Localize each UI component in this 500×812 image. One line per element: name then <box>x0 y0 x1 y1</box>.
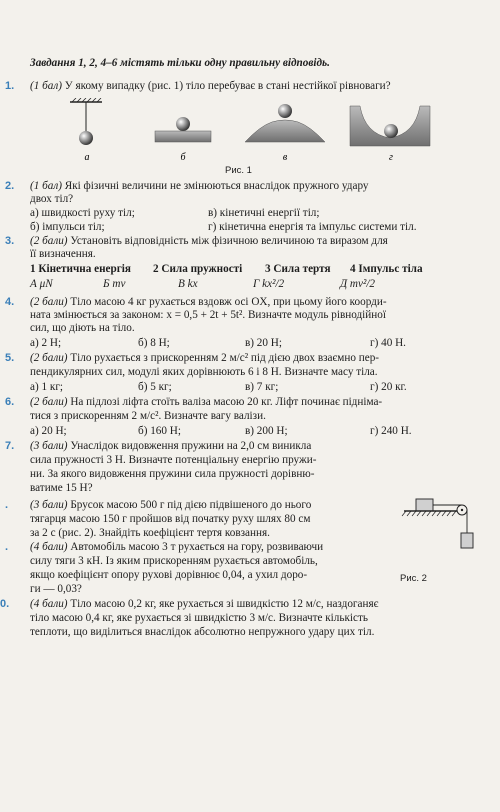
q3-item-1: 1 Кінетична енергія <box>30 263 131 275</box>
q5-answer-b: б) 5 кг; <box>138 381 172 393</box>
q8-line2: тягарця масою 150 г пройшов від початку руху шлях 80 см <box>30 513 311 525</box>
q3-line1: (2 бали) Установіть відповідність між фізичною величиною та виразом для <box>30 235 388 247</box>
q9-line2: силу тяги 3 кН. Із яким прискоренням рухається автомобіль, <box>30 555 318 567</box>
q3-option-B: Б mv <box>103 278 126 290</box>
figure-2-caption: Рис. 2 <box>400 573 427 584</box>
q2-option-g: г) кінетична енергія та імпульс системи тіл. <box>208 221 417 233</box>
q3-option-A: А μN <box>30 278 53 290</box>
q8-line1: (3 бали) Брусок масою 500 г під дією підвішеного до нього <box>30 499 312 511</box>
q9-line3: якщо коефіцієнт опору руховi дорівнює 0,04, а ухил доро- <box>30 569 308 581</box>
q4-line3: сил, що діють на тіло. <box>30 322 135 334</box>
q3-item-3: 3 Сила тертя <box>265 263 331 275</box>
q2-number: 2. <box>5 180 15 192</box>
q7-line2: сила пружності 3 Н. Визначте потенціальну енергію пружи- <box>30 454 317 466</box>
q10-line2: тіло масою 0,4 кг, яке рухається зі швидкістю 3 м/с. Визначте кількість <box>30 612 368 624</box>
q4-line1: (2 бали) Тіло масою 4 кг рухається вздовж осі OX, при цьому його коорди- <box>30 296 387 308</box>
q10-line3: теплоти, що виділиться внаслідок абсолютно непружного удару цих тіл. <box>30 626 375 638</box>
q6-answer-v: в) 200 Н; <box>245 425 288 437</box>
q4-number: 4. <box>5 296 15 308</box>
q8-line3: за 2 с (рис. 2). Знайдіть коефіцієнт тертя ковзання. <box>30 527 270 539</box>
q2-option-b: б) імпульси тіл; <box>30 221 105 233</box>
q6-answer-g: г) 240 Н. <box>370 425 412 437</box>
q7-line1: (3 бали) Унаслідок видовження пружини на 2,0 см виникла <box>30 440 312 452</box>
q3-option-V: В kx <box>178 278 198 290</box>
q6-line2: тися з прискоренням 2 м/с². Визначте вагу валізи. <box>30 410 266 422</box>
q1-text: (1 бал) У якому випадку (рис. 1) тіло перебуває в стані нестійкої рівноваги? <box>30 80 391 92</box>
label-v: в <box>282 152 288 163</box>
q2-option-v: в) кінетичні енергії тіл; <box>208 207 320 219</box>
q4-answer-b: б) 8 Н; <box>138 337 170 349</box>
q6-number: 6. <box>5 396 15 408</box>
q9-line4: ги — 0,03? <box>30 583 82 595</box>
q10-line1: (4 бали) Тіло масою 0,2 кг, яке рухається зі швидкістю 12 м/с, наздоганяє <box>30 598 379 610</box>
instructions: Завдання 1, 2, 4–6 містять тільки одну правильну відповідь. <box>30 57 330 69</box>
q5-line2: пендикулярних сил, модулі яких дорівнюють 6 і 8 Н. Визначте масу тіла. <box>30 366 378 378</box>
figure-1 <box>60 98 480 178</box>
q3-option-D: Д mv²/2 <box>340 278 376 290</box>
q4-answer-a: а) 2 Н; <box>30 337 62 349</box>
q5-answer-a: а) 1 кг; <box>30 381 64 393</box>
q7-line4: ватиме 15 Н? <box>30 482 93 494</box>
q3-line2: її визначення. <box>30 248 96 260</box>
q6-answer-a: а) 20 Н; <box>30 425 67 437</box>
q9-line1: (4 бали) Автомобіль масою 3 т рухається на гору, розвиваючи <box>30 541 324 553</box>
figure-2 <box>396 493 476 565</box>
q5-answer-v: в) 7 кг; <box>245 381 279 393</box>
q5-line1: (2 бали) Тіло рухається з прискоренням 2 м/с² під дією двох взаємно пер- <box>30 352 380 364</box>
q7-number: 7. <box>5 440 15 452</box>
figure-1-caption: Рис. 1 <box>225 165 252 176</box>
q1-number: 1. <box>5 80 15 92</box>
q3-item-4: 4 Імпульс тіла <box>350 263 423 275</box>
q6-line1: (2 бали) На підлозі ліфта стоїть валіза масою 20 кг. Ліфт починає підніма- <box>30 396 383 408</box>
label-g: г <box>389 152 393 163</box>
q2-line1: (1 бал) Які фізичні величини не змінюються внаслідок пружного удару <box>30 180 369 192</box>
label-a: а <box>84 152 90 163</box>
q4-answer-v: в) 20 Н; <box>245 337 282 349</box>
q3-number: 3. <box>5 235 15 247</box>
q2-line2: двох тіл? <box>30 193 74 205</box>
q4-line2: ната змінюється за законом: x = 0,5 + 2t + 5t². Визначте модуль рівнодійної <box>30 309 386 321</box>
q5-number: 5. <box>5 352 15 364</box>
q8-dot: . <box>5 499 9 511</box>
q2-option-a: а) швидкості руху тіл; <box>30 207 135 219</box>
q7-line3: ни. За якого видовження пружини сила пружності дорівню- <box>30 468 315 480</box>
q5-answer-g: г) 20 кг. <box>370 381 407 393</box>
q4-answer-g: г) 40 Н. <box>370 337 406 349</box>
q6-answer-b: б) 160 Н; <box>138 425 181 437</box>
label-b: б <box>180 152 186 163</box>
q9-dot: . <box>5 541 9 553</box>
q3-option-G: Г kx²/2 <box>253 278 285 290</box>
q10-number: 0. <box>0 598 10 610</box>
q3-item-2: 2 Сила пружності <box>153 263 243 275</box>
